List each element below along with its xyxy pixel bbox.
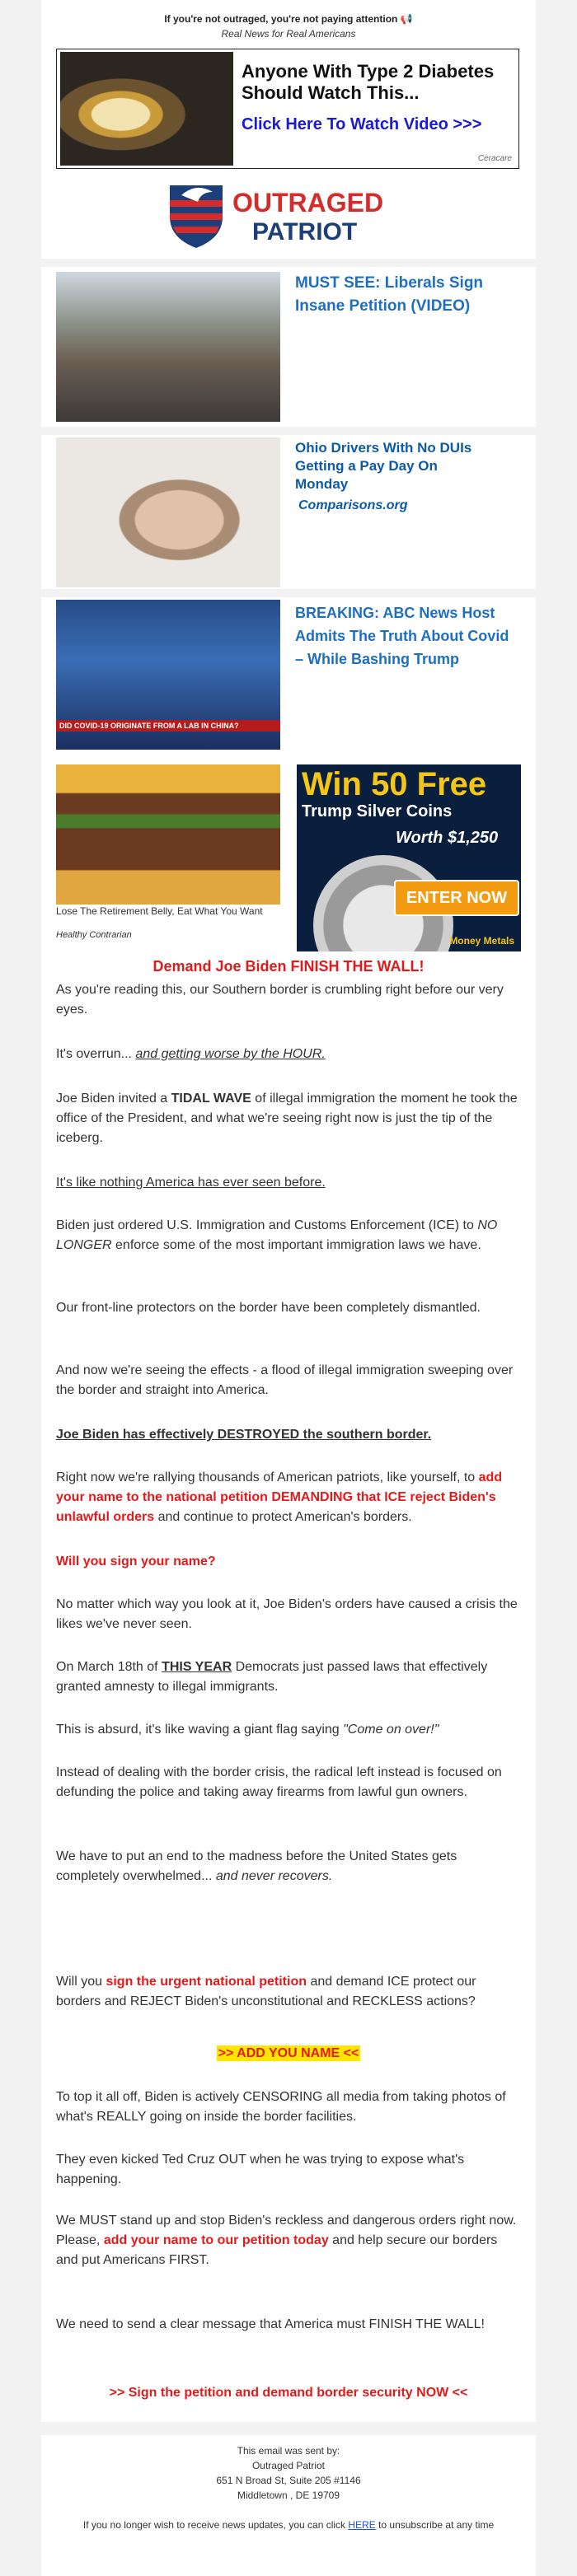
p8-text: Joe Biden has effectively DESTROYED the southern border. bbox=[56, 1428, 432, 1442]
p5-text-c: enforce some of the most important immigration laws we have. bbox=[111, 1238, 481, 1252]
silver-coins-ad[interactable] bbox=[297, 764, 521, 951]
footer-address: 651 N Broad St, Suite 205 #1146 bbox=[216, 2475, 361, 2486]
story-2-headline[interactable]: Ohio Drivers With No DUIs Getting a Pay Day On Monday bbox=[295, 440, 472, 492]
paragraph-1 bbox=[56, 980, 521, 1020]
paragraph-2 bbox=[56, 1045, 521, 1064]
header-topline bbox=[41, 13, 536, 25]
paragraph-3 bbox=[56, 1089, 521, 1148]
p9-text-a: Right now we're rallying thousands of American patriots, like yourself, to bbox=[56, 1470, 479, 1484]
paragraph-10 bbox=[56, 1552, 521, 1572]
story-2-source: Comparisons.org bbox=[298, 498, 408, 512]
paragraph-18 bbox=[56, 2150, 521, 2190]
retirement-belly-ad-caption[interactable]: Lose The Retirement Belly, Eat What You Want bbox=[56, 905, 263, 917]
p3-text-a: Joe Biden invited a bbox=[56, 1092, 171, 1106]
p18-text: They even kicked Ted Cruz OUT when he was trying to expose what's happening. bbox=[56, 2153, 465, 2186]
story-3-thumbnail[interactable] bbox=[56, 600, 280, 750]
coins-ad-line3: Worth $1,250 bbox=[396, 829, 499, 847]
ad-title[interactable]: Anyone With Type 2 Diabetes Should Watch This... bbox=[242, 61, 495, 103]
p4-text: It's like nothing America has ever seen before. bbox=[56, 1176, 326, 1190]
logo-line2: PATRIOT bbox=[252, 218, 358, 245]
p12-text-a: On March 18th of bbox=[56, 1660, 162, 1674]
p16-text-c: and demand ICE protect our borders and REJECT Biden's unconstitutional and RECKLESS actions? bbox=[56, 1975, 476, 2008]
p16-text-b[interactable]: sign the urgent national petition bbox=[106, 1975, 307, 1989]
enter-now-button[interactable]: ENTER NOW bbox=[394, 880, 519, 916]
p11-text: No matter which way you look at it, Joe Biden's orders have caused a crisis the likes we've never seen. bbox=[56, 1597, 518, 1631]
p13-text-a: This is absurd, it's like waving a giant flag saying bbox=[56, 1723, 344, 1737]
coins-ad-line2: Trump Silver Coins bbox=[302, 802, 453, 820]
p10-text[interactable]: Will you sign your name? bbox=[56, 1554, 216, 1569]
footer-sent-by: This email was sent by: bbox=[237, 2445, 340, 2457]
email-body bbox=[41, 0, 536, 2576]
p20-text: We need to send a clear message that America must FINISH THE WALL! bbox=[56, 2317, 485, 2331]
p9-text-b[interactable]: add your name to the national petition DEMANDING that ICE reject Biden's unlawful orders bbox=[56, 1470, 503, 1524]
sign-petition-link[interactable]: >> Sign the petition and demand border security NOW << bbox=[109, 2386, 468, 2400]
retirement-belly-ad-image[interactable] bbox=[56, 764, 280, 905]
topline-text: If you're not outraged, you're not paying attention bbox=[164, 13, 398, 25]
paragraph-5 bbox=[56, 1216, 521, 1255]
paragraph-17 bbox=[56, 2087, 521, 2127]
megaphone-icon: 📢 bbox=[400, 13, 413, 25]
paragraph-11 bbox=[56, 1595, 521, 1634]
p5-text-a: Biden just ordered U.S. Immigration and Customs Enforcement (ICE) to bbox=[56, 1218, 478, 1232]
ad-source: Ceracare bbox=[477, 154, 512, 163]
p2-text-b: and getting worse by the HOUR. bbox=[135, 1047, 326, 1061]
story-3-headline[interactable]: BREAKING: ABC News Host Admits The Truth About Covid – While Bashing Trump bbox=[295, 605, 509, 667]
footer-divider bbox=[41, 2422, 536, 2435]
story-1-thumbnail[interactable] bbox=[56, 272, 280, 422]
outraged-patriot-logo[interactable] bbox=[165, 177, 412, 250]
p3-text-b: TIDAL WAVE bbox=[171, 1092, 251, 1106]
paragraph-9 bbox=[56, 1468, 521, 1527]
section-divider bbox=[41, 589, 536, 597]
paragraph-13 bbox=[56, 1720, 521, 1740]
p2-text-a: It's overrun... bbox=[56, 1047, 136, 1061]
p19-text-c: and help secure our borders and put Americans FIRST. bbox=[56, 2233, 498, 2267]
coins-ad-line1: Win 50 Free bbox=[302, 766, 487, 802]
p12-text-c: Democrats just passed laws that effectively granted amnesty to illegal immigrants. bbox=[56, 1660, 488, 1694]
p16-text-a: Will you bbox=[56, 1975, 106, 1989]
unsub-text-b: to unsubscribe at any time bbox=[375, 2519, 495, 2531]
section-divider bbox=[41, 259, 536, 267]
p3-text-c: of illegal immigration the moment he took the office of the President, and what we're seeing right now is just the tip of the iceberg. bbox=[56, 1092, 518, 1145]
paragraph-6 bbox=[56, 1298, 521, 1318]
article-headline: Demand Joe Biden FINISH THE WALL! bbox=[152, 958, 425, 975]
add-name-label[interactable]: >> ADD YOU NAME << bbox=[218, 2046, 359, 2060]
thumbnail-chyron: DID COVID-19 ORIGINATE FROM A LAB IN CHINA? bbox=[56, 720, 280, 732]
paragraph-4 bbox=[56, 1173, 521, 1193]
story-1-headline[interactable]: MUST SEE: Liberals Sign Insane Petition (VIDEO) bbox=[295, 274, 484, 315]
p15-text-b: and never recovers. bbox=[215, 1869, 333, 1883]
paragraph-7 bbox=[56, 1361, 521, 1400]
paragraph-20 bbox=[56, 2315, 521, 2335]
p1-text: As you're reading this, our Southern border is crumbling right before our very eyes. bbox=[56, 983, 504, 1017]
unsubscribe-link[interactable]: HERE bbox=[348, 2519, 376, 2531]
footer-org: Outraged Patriot bbox=[251, 2460, 326, 2471]
story-2-thumbnail[interactable] bbox=[56, 437, 280, 587]
paragraph-14 bbox=[56, 1763, 521, 1802]
p5-text-b: NO LONGER bbox=[56, 1218, 498, 1252]
footer-unsubscribe bbox=[66, 2518, 511, 2532]
paragraph-8 bbox=[56, 1425, 521, 1445]
p9-text-c: and continue to protect American's borders. bbox=[154, 1510, 412, 1524]
story-1[interactable] bbox=[56, 272, 521, 422]
p15-text-a: We have to put an end to the madness before the United States gets completely overwhelmed... bbox=[56, 1849, 457, 1883]
story-3[interactable] bbox=[56, 600, 521, 750]
header-tagline: Real News for Real Americans bbox=[221, 28, 356, 40]
money-metals-logo: Money Metals bbox=[449, 935, 514, 947]
diabetes-ad[interactable] bbox=[56, 49, 519, 169]
egg-image[interactable] bbox=[60, 52, 233, 166]
p17-text: To top it all off, Biden is actively CENSORING all media from taking photos of what's REALLY going on inside the border facilities. bbox=[56, 2090, 506, 2124]
retirement-belly-ad-source: Healthy Contrarian bbox=[56, 930, 132, 940]
paragraph-15 bbox=[56, 1847, 521, 1886]
section-divider bbox=[41, 427, 536, 435]
ad-watch-video-link[interactable]: Click Here To Watch Video >>> bbox=[242, 115, 482, 133]
footer-city: Middletown , DE 19709 bbox=[237, 2490, 340, 2501]
p12-text-b: THIS YEAR bbox=[162, 1660, 232, 1674]
paragraph-16 bbox=[56, 1972, 521, 2012]
p6-text: Our front-line protectors on the border have been completely dismantled. bbox=[56, 1301, 481, 1315]
p13-text-b: "Come on over!" bbox=[343, 1723, 439, 1737]
paragraph-19 bbox=[56, 2211, 521, 2270]
paragraph-12 bbox=[56, 1657, 521, 1697]
unsub-text-a: If you no longer wish to receive news updates, you can click bbox=[82, 2519, 349, 2531]
p19-text-a: We MUST stand up and stop Biden's reckless and dangerous orders right now. Please, bbox=[56, 2214, 517, 2247]
logo-stripes bbox=[170, 200, 223, 233]
add-name-button[interactable] bbox=[41, 2046, 536, 2061]
p19-text-b[interactable]: add your name to our petition today bbox=[103, 2233, 329, 2247]
p14-text: Instead of dealing with the border crisis, the radical left instead is focused on defunding the police and taking away firearms from lawful gun owners. bbox=[56, 1765, 502, 1799]
story-2[interactable] bbox=[56, 437, 521, 587]
p7-text: And now we're seeing the effects - a flood of illegal immigration sweeping over the border and straight into America. bbox=[56, 1363, 514, 1397]
logo-line1: OUTRAGED bbox=[232, 188, 384, 217]
